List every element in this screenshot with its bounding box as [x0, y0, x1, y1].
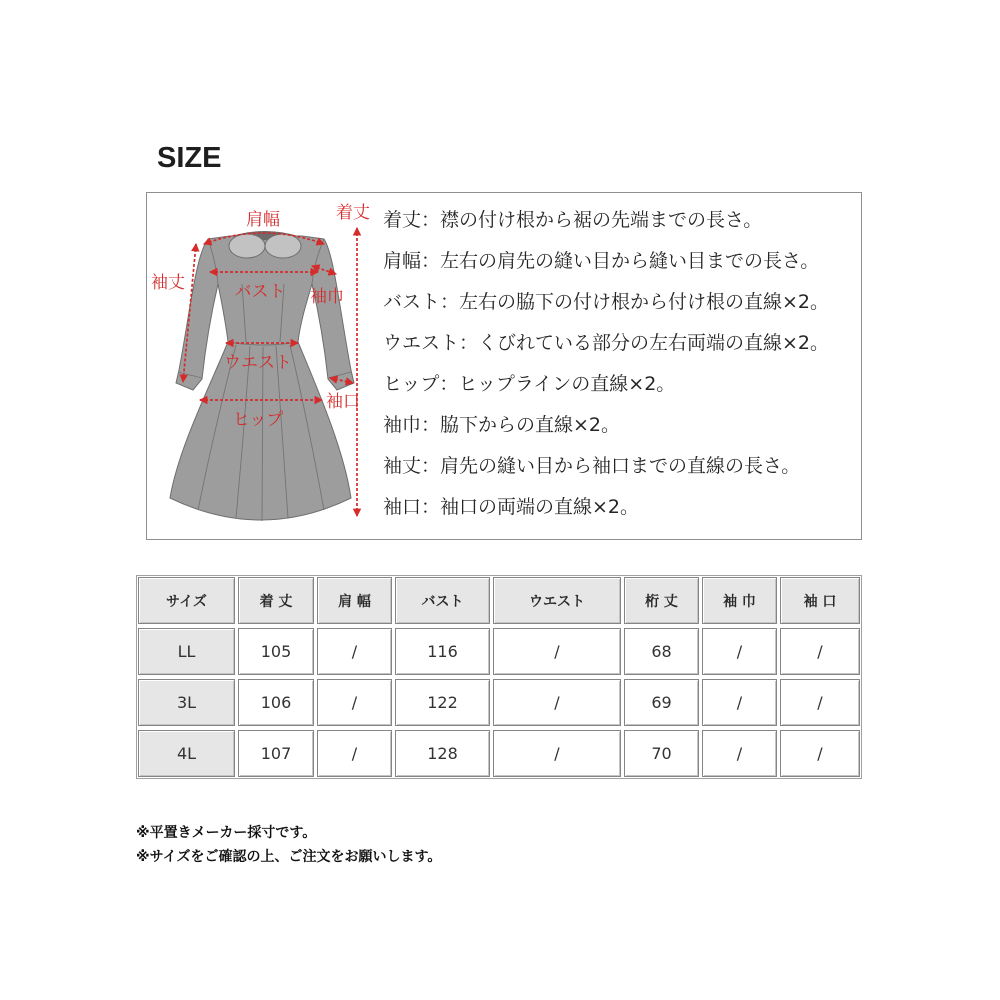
collar-right	[265, 234, 301, 258]
column-header-shoulder: 肩 幅	[317, 577, 392, 624]
label-sleeve-length: 袖丈	[151, 273, 185, 293]
label-cuff: 袖口	[326, 392, 360, 412]
table-cell: 69	[624, 679, 699, 726]
dress-diagram	[146, 192, 378, 540]
column-header-bust: バスト	[395, 577, 490, 624]
table-cell: /	[493, 730, 621, 777]
table-cell: /	[702, 679, 777, 726]
table-cell: /	[780, 730, 860, 777]
label-hip: ヒップ	[232, 410, 284, 430]
definition-line: ウエスト：くびれている部分の左右両端の直線×2。	[383, 332, 830, 354]
table-cell: 122	[395, 679, 490, 726]
notes	[136, 821, 441, 869]
definition-line: 肩幅：左右の肩先の縫い目から縫い目までの長さ。	[383, 250, 820, 272]
table-cell: /	[493, 628, 621, 675]
table-cell: /	[317, 730, 392, 777]
definition-line: 着丈：襟の付け根から裾の先端までの長さ。	[383, 209, 763, 231]
size-cell: 3L	[138, 679, 235, 726]
size-cell: 4L	[138, 730, 235, 777]
note-line: ※平置きメーカー採寸です。	[136, 825, 317, 841]
column-header-length: 着 丈	[238, 577, 314, 624]
table-cell: 106	[238, 679, 314, 726]
size-table	[136, 575, 862, 779]
column-header-sleeve-width: 袖 巾	[702, 577, 777, 624]
column-header-yuki: 桁 丈	[624, 577, 699, 624]
label-bust: バスト	[234, 282, 286, 302]
definition-line: 袖口：袖口の両端の直線×2。	[383, 496, 640, 518]
label-length: 着丈	[336, 203, 370, 223]
table-cell: 105	[238, 628, 314, 675]
table-cell: /	[317, 679, 392, 726]
table-cell: 116	[395, 628, 490, 675]
column-header-cuff: 袖 口	[780, 577, 860, 624]
table-cell: /	[780, 679, 860, 726]
definition-line: バスト：左右の脇下の付け根から付け根の直線×2。	[383, 291, 830, 313]
collar-left	[229, 234, 265, 258]
note-line: ※サイズをご確認の上、ご注文をお願いします。	[136, 849, 442, 865]
size-cell: LL	[138, 628, 235, 675]
definition-line: ヒップ：ヒップラインの直線×2。	[383, 373, 676, 395]
table-cell: /	[317, 628, 392, 675]
table-cell: /	[702, 628, 777, 675]
table-cell: 128	[395, 730, 490, 777]
definition-line: 袖巾：脇下からの直線×2。	[383, 414, 621, 436]
measurement-definitions	[383, 200, 829, 528]
measurement-diagram-box	[146, 192, 862, 540]
page-title: SIZE	[157, 142, 222, 174]
table-cell: /	[702, 730, 777, 777]
label-shoulder: 肩幅	[246, 210, 280, 230]
column-header-waist: ウエスト	[493, 577, 621, 624]
column-header-size: サイズ	[138, 577, 235, 624]
label-sleeve-width: 袖巾	[310, 287, 344, 307]
table-cell: /	[780, 628, 860, 675]
table-cell: 70	[624, 730, 699, 777]
table-cell: /	[493, 679, 621, 726]
label-waist: ウエスト	[224, 353, 292, 373]
table-cell: 68	[624, 628, 699, 675]
table-cell: 107	[238, 730, 314, 777]
dress-illustration	[170, 231, 354, 521]
definition-line: 袖丈：肩先の縫い目から袖口までの直線の長さ。	[383, 455, 801, 477]
